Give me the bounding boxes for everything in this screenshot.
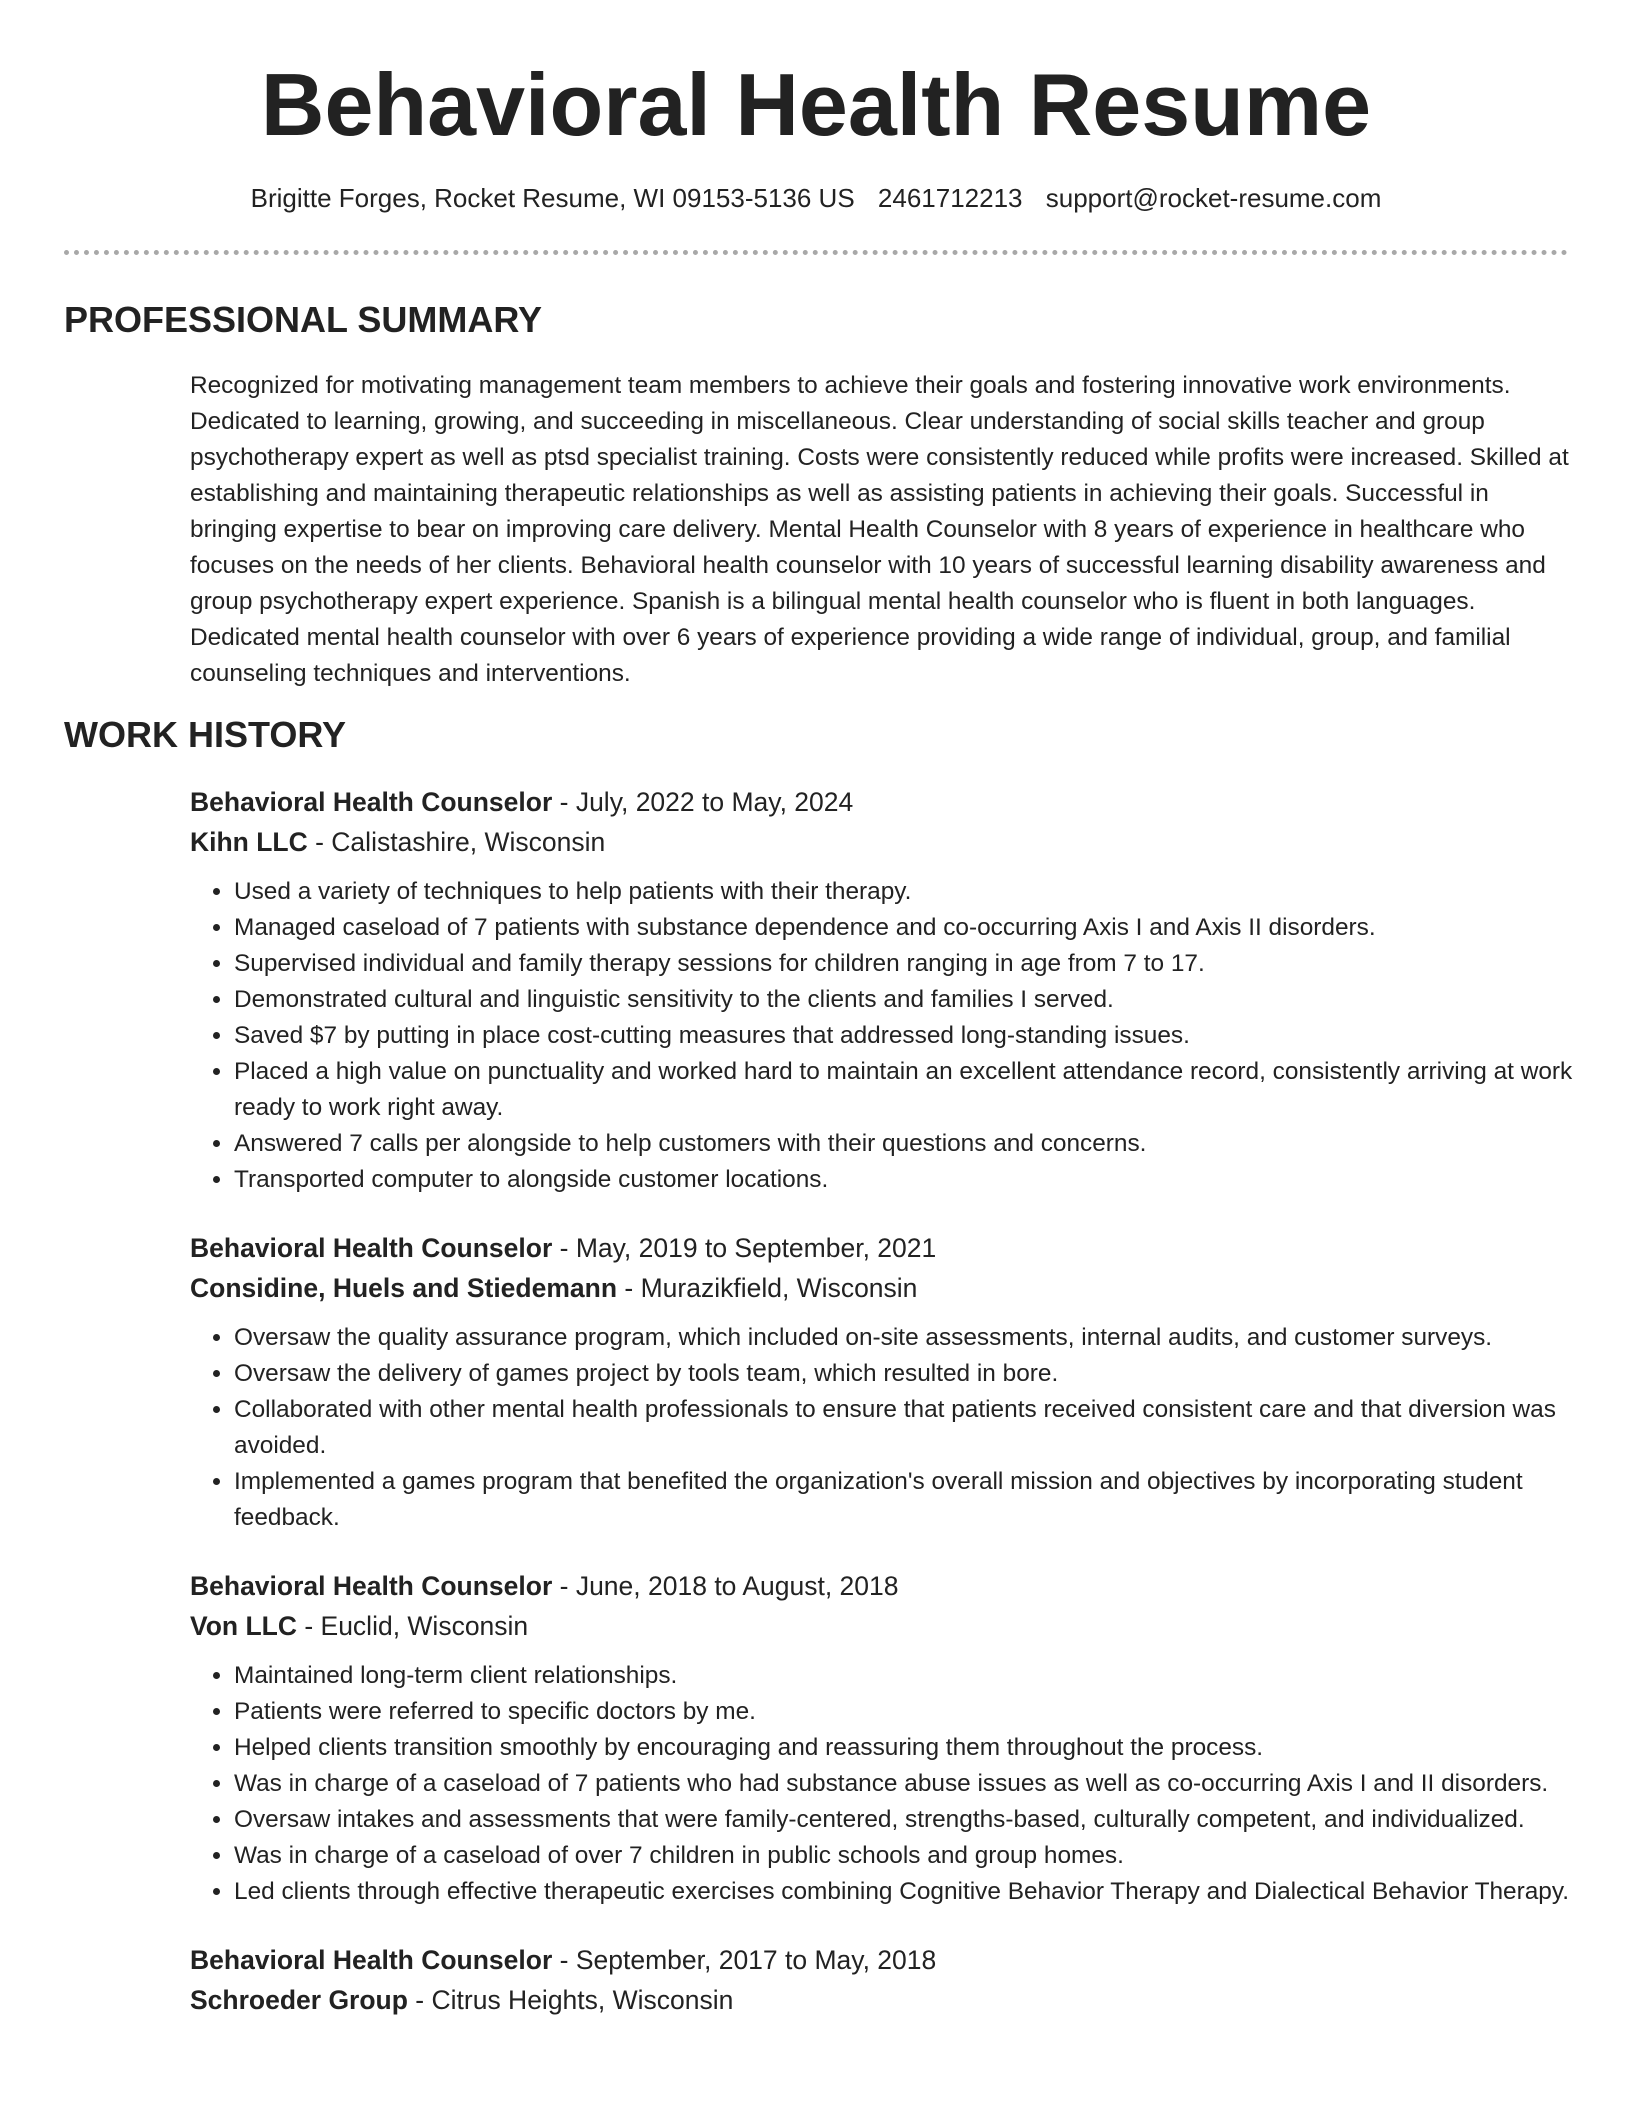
job-entry bbox=[190, 782, 1580, 1198]
job-role: Behavioral Health Counselor bbox=[190, 1571, 553, 1601]
job-duties bbox=[190, 1320, 1580, 1536]
job-duties bbox=[190, 874, 1580, 1198]
duty-item: • Managed caseload of 7 patients with substance dependence and co-occurring Axis I and Axis II disorders. bbox=[234, 910, 1580, 946]
contact-line bbox=[0, 180, 1632, 216]
work-history-heading: WORK HISTORY bbox=[64, 714, 347, 755]
job-location: - Murazikfield, Wisconsin bbox=[617, 1273, 918, 1303]
duty-item: • Oversaw the delivery of games project by tools team, which resulted in bore. bbox=[234, 1356, 1580, 1392]
job-location: - Calistashire, Wisconsin bbox=[307, 827, 606, 857]
duty-item: • Collaborated with other mental health professionals to ensure that patients received consistent care and that diversion was avoided. bbox=[234, 1392, 1580, 1464]
duty-item: • Oversaw the quality assurance program, which included on-site assessments, internal audits, and customer surveys. bbox=[234, 1320, 1580, 1356]
job-dates: - June, 2018 to August, 2018 bbox=[552, 1571, 899, 1601]
duty-item: • Answered 7 calls per alongside to help customers with their questions and concerns. bbox=[234, 1126, 1580, 1162]
summary-heading: PROFESSIONAL SUMMARY bbox=[64, 299, 543, 340]
work-history-list bbox=[190, 782, 1580, 2050]
job-role: Behavioral Health Counselor bbox=[190, 787, 553, 817]
job-location: - Citrus Heights, Wisconsin bbox=[407, 1985, 734, 2015]
duty-item: • Maintained long-term client relationships. bbox=[234, 1658, 1580, 1694]
job-entry bbox=[190, 1566, 1580, 1910]
duty-item: • Was in charge of a caseload of over 7 children in public schools and group homes. bbox=[234, 1838, 1580, 1874]
duty-item: • Implemented a games program that benefited the organization's overall mission and objectives by incorporating student feedback. bbox=[234, 1464, 1580, 1536]
job-role-line bbox=[190, 1566, 1580, 1606]
job-entry bbox=[190, 1940, 1580, 2020]
duty-item: • Used a variety of techniques to help patients with their therapy. bbox=[234, 874, 1580, 910]
job-company: Von LLC bbox=[190, 1611, 297, 1641]
duty-item: • Was in charge of a caseload of 7 patients who had substance abuse issues as well as co-occurring Axis I and II disorders. bbox=[234, 1766, 1580, 1802]
duty-item: • Led clients through effective therapeutic exercises combining Cognitive Behavior Therapy and Dialectical Behavior Therapy. bbox=[234, 1874, 1580, 1910]
duty-item: • Placed a high value on punctuality and worked hard to maintain an excellent attendance record, consistently arriving at work ready to work right away. bbox=[234, 1054, 1580, 1126]
job-location: - Euclid, Wisconsin bbox=[296, 1611, 529, 1641]
contact-address: Brigitte Forges, Rocket Resume, WI 09153-5136 US bbox=[250, 183, 855, 213]
job-role-line bbox=[190, 1228, 1580, 1268]
contact-email[interactable]: support@rocket-resume.com bbox=[1045, 183, 1382, 213]
job-company-line bbox=[190, 1980, 1580, 2020]
job-dates: - May, 2019 to September, 2021 bbox=[552, 1233, 937, 1263]
job-dates: - September, 2017 to May, 2018 bbox=[552, 1945, 937, 1975]
contact-phone: 2461712213 bbox=[877, 183, 1023, 213]
job-company: Kihn LLC bbox=[190, 827, 308, 857]
job-company-line bbox=[190, 1268, 1580, 1308]
job-company-line bbox=[190, 1606, 1580, 1646]
duty-item: • Transported computer to alongside customer locations. bbox=[234, 1162, 1580, 1198]
job-role-line bbox=[190, 782, 1580, 822]
job-duties bbox=[190, 1658, 1580, 1910]
duty-item: • Patients were referred to specific doctors by me. bbox=[234, 1694, 1580, 1730]
job-role: Behavioral Health Counselor bbox=[190, 1945, 553, 1975]
job-company: Schroeder Group bbox=[190, 1985, 408, 2015]
job-company-line bbox=[190, 822, 1580, 862]
job-dates: - July, 2022 to May, 2024 bbox=[552, 787, 854, 817]
duty-item: • Supervised individual and family therapy sessions for children ranging in age from 7 to 17. bbox=[234, 946, 1580, 982]
job-entry bbox=[190, 1228, 1580, 1536]
duty-item: • Demonstrated cultural and linguistic sensitivity to the clients and families I served. bbox=[234, 982, 1580, 1018]
job-role: Behavioral Health Counselor bbox=[190, 1233, 553, 1263]
summary-text: Recognized for motivating management team members to achieve their goals and fostering innovative work environments. Dedicated to learning, growing, and succeeding in miscellaneous. Clear understanding of social skills teacher and group psychotherapy expert as well as ptsd specialist training. Costs were consistently reduced while profits were increased. Skilled at establishing and maintaining therapeutic relationships as well as assisting patients in achieving their goals. Successful in bringing expertise to bear on improving care delivery. Mental Health Counselor with 8 years of experience in healthcare who focuses on the needs of her clients. Behavioral health counselor with 10 years of successful learning disability awareness and group psychotherapy expert experience. Spanish is a bilingual mental health counselor who is fluent in both languages. Dedicated mental health counselor with over 6 years of experience providing a wide range of individual, group, and familial counseling techniques and interventions. bbox=[190, 372, 1569, 687]
resume-title: Behavioral Health Resume bbox=[260, 55, 1372, 154]
duty-item: • Oversaw intakes and assessments that were family-centered, strengths-based, culturally competent, and individualized. bbox=[234, 1802, 1580, 1838]
header-divider bbox=[64, 250, 1568, 255]
job-role-line bbox=[190, 1940, 1580, 1980]
duty-item: • Helped clients transition smoothly by encouraging and reassuring them throughout the process. bbox=[234, 1730, 1580, 1766]
duty-item: • Saved $7 by putting in place cost-cutting measures that addressed long-standing issues. bbox=[234, 1018, 1580, 1054]
job-company: Considine, Huels and Stiedemann bbox=[190, 1273, 618, 1303]
